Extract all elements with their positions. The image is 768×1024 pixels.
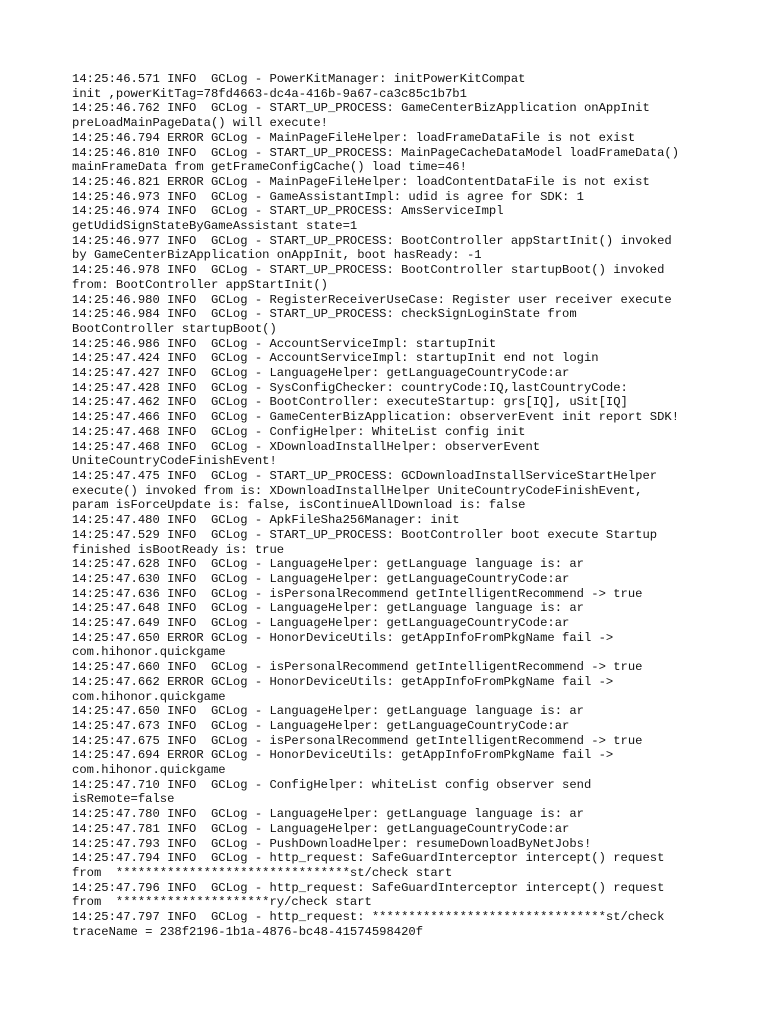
log-entry: 14:25:47.468 INFO GCLog - ConfigHelper: WhiteList config init [72, 424, 526, 439]
log-entry: 14:25:46.980 INFO GCLog - RegisterReceiverUseCase: Register user receiver execute [72, 292, 672, 307]
log-entry: 14:25:47.428 INFO GCLog - SysConfigChecker: countryCode:IQ,lastCountryCode: [72, 380, 628, 395]
log-entry: 14:25:47.780 INFO GCLog - LanguageHelper: getLanguage language is: ar [72, 807, 584, 822]
log-entry: 14:25:47.662 ERROR GCLog - HonorDeviceUtils: getAppInfoFromPkgName fail -> com.hihonor.quickgame [72, 674, 614, 704]
log-entry: 14:25:47.650 INFO GCLog - LanguageHelper: getLanguage language is: ar [72, 704, 584, 719]
log-entry: 14:25:47.781 INFO GCLog - LanguageHelper: getLanguageCountryCode:ar [72, 821, 570, 836]
log-entry: 14:25:47.694 ERROR GCLog - HonorDeviceUtils: getAppInfoFromPkgName fail -> com.hihonor.quickgame [72, 748, 614, 778]
log-entry: 14:25:46.973 INFO GCLog - GameAssistantImpl: udid is agree for SDK: 1 [72, 189, 584, 204]
log-entry: 14:25:46.810 INFO GCLog - START_UP_PROCESS: MainPageCacheDataModel loadFrameData() mainFrameData from getFrameConfigCache() load time=46! [72, 145, 680, 175]
log-entry: 14:25:46.986 INFO GCLog - AccountServiceImpl: startupInit [72, 336, 497, 351]
log-document [72, 72, 732, 939]
log-entry: 14:25:47.462 INFO GCLog - BootController: executeStartup: grs[IQ], uSit[IQ] [72, 395, 628, 410]
log-entry: 14:25:47.480 INFO GCLog - ApkFileSha256Manager: init [72, 513, 460, 528]
log-entry: 14:25:47.630 INFO GCLog - LanguageHelper: getLanguageCountryCode:ar [72, 571, 570, 586]
log-entry: 14:25:46.794 ERROR GCLog - MainPageFileHelper: loadFrameDataFile is not exist [72, 130, 636, 145]
log-entry: 14:25:47.660 INFO GCLog - isPersonalRecommend getIntelligentRecommend -> true [72, 660, 643, 675]
log-entry: 14:25:47.427 INFO GCLog - LanguageHelper: getLanguageCountryCode:ar [72, 366, 570, 381]
log-entry: 14:25:46.571 INFO GCLog - PowerKitManager: initPowerKitCompat init ,powerKitTag=78fd4663-dc4a-416b-9a67-ca3c85c1b7b1 [72, 72, 526, 101]
log-entry: 14:25:47.650 ERROR GCLog - HonorDeviceUtils: getAppInfoFromPkgName fail -> com.hihonor.quickgame [72, 630, 614, 660]
log-entry: 14:25:47.424 INFO GCLog - AccountServiceImpl: startupInit end not login [72, 351, 599, 366]
log-entry: 14:25:47.468 INFO GCLog - XDownloadInstallHelper: observerEvent UniteCountryCodeFinishEvent! [72, 439, 541, 469]
log-entry: 14:25:47.529 INFO GCLog - START_UP_PROCESS: BootController boot execute Startup finished isBootReady is: true [72, 527, 658, 557]
log-entry: 14:25:47.796 INFO GCLog - http_request: SafeGuardInterceptor intercept() request from *********************ry/check start [72, 880, 665, 910]
log-entry: 14:25:47.673 INFO GCLog - LanguageHelper: getLanguageCountryCode:ar [72, 718, 570, 733]
log-entry: 14:25:47.710 INFO GCLog - ConfigHelper: whiteList config observer send isRemote=false [72, 777, 592, 807]
log-entry: 14:25:47.797 INFO GCLog - http_request: ********************************st/check traceName = 238f2196-1b1a-4876-bc48-41574598420f [72, 910, 665, 939]
log-entry: 14:25:47.648 INFO GCLog - LanguageHelper: getLanguage language is: ar [72, 601, 584, 616]
log-entry: 14:25:47.628 INFO GCLog - LanguageHelper: getLanguage language is: ar [72, 557, 584, 572]
log-entry: 14:25:47.636 INFO GCLog - isPersonalRecommend getIntelligentRecommend -> true [72, 586, 643, 601]
log-entry: 14:25:47.794 INFO GCLog - http_request: SafeGuardInterceptor intercept() request from ********************************st/check start [72, 851, 665, 880]
log-entry: 14:25:46.984 INFO GCLog - START_UP_PROCESS: checkSignLoginState from BootController startupBoot() [72, 307, 577, 336]
log-entry: 14:25:47.675 INFO GCLog - isPersonalRecommend getIntelligentRecommend -> true [72, 733, 643, 748]
log-entry: 14:25:46.974 INFO GCLog - START_UP_PROCESS: AmsServiceImpl getUdidSignStateByGameAssistant state=1 [72, 204, 504, 234]
log-entry: 14:25:46.978 INFO GCLog - START_UP_PROCESS: BootController startupBoot() invoked from: BootController appStartInit() [72, 263, 665, 292]
log-entry: 14:25:46.762 INFO GCLog - START_UP_PROCESS: GameCenterBizApplication onAppInit preLoadMainPageData() will execute! [72, 101, 650, 131]
log-entry: 14:25:47.649 INFO GCLog - LanguageHelper: getLanguageCountryCode:ar [72, 616, 570, 631]
log-entry: 14:25:47.466 INFO GCLog - GameCenterBizApplication: observerEvent init report SDK! [72, 410, 680, 425]
log-entry: 14:25:47.793 INFO GCLog - PushDownloadHelper: resumeDownloadByNetJobs! [72, 836, 592, 851]
log-entry: 14:25:46.977 INFO GCLog - START_UP_PROCESS: BootController appStartInit() invoked by GameCenterBizApplication onAppInit, boot hasReady: -1 [72, 233, 672, 263]
log-entry: 14:25:47.475 INFO GCLog - START_UP_PROCESS: GCDownloadInstallServiceStartHelper execute() invoked from is: XDownloadInstallHelper UniteCountryCodeFinishEvent, param isForceUpdate is: false, isContinueAllDownload is: false [72, 468, 658, 513]
log-entry: 14:25:46.821 ERROR GCLog - MainPageFileHelper: loadContentDataFile is not exist [72, 174, 650, 189]
